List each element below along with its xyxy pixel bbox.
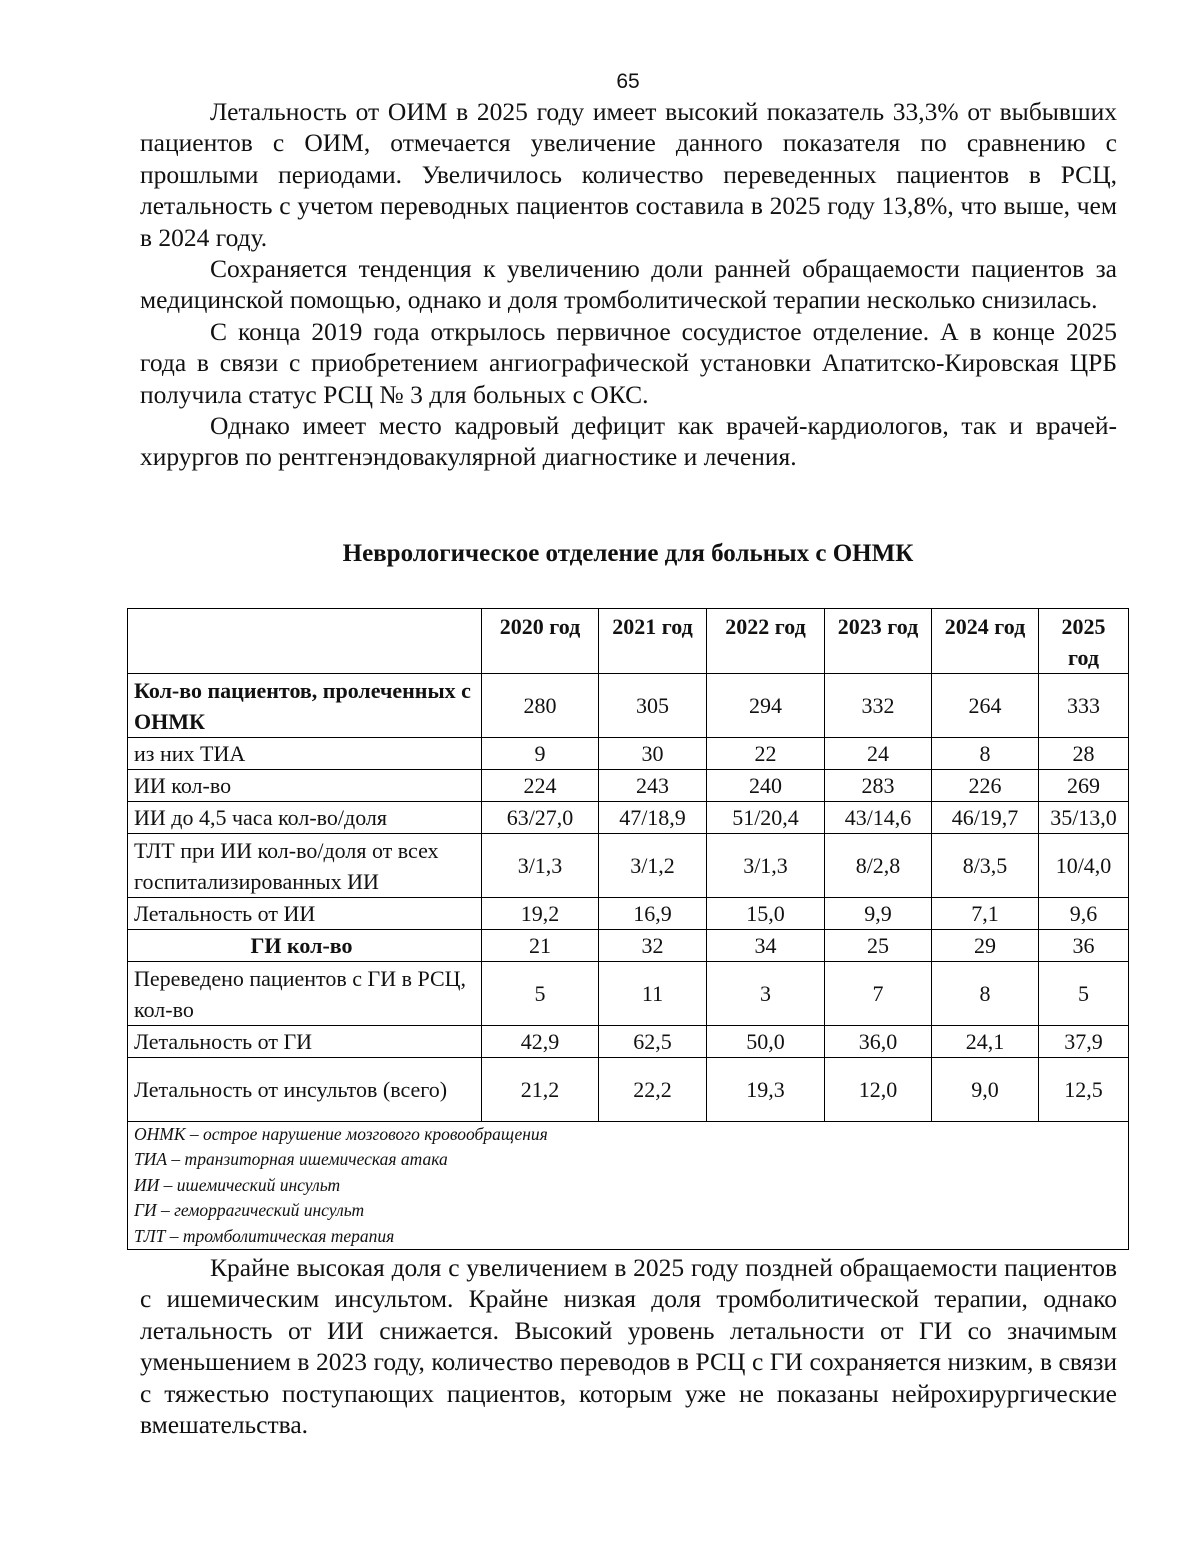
table-cell: 8/2,8 [825,834,932,898]
abbreviation-note: ИИ – ишемический инсульт [134,1174,341,1195]
table-cell: 3/1,3 [482,834,599,898]
table-row [128,770,1129,802]
table-cell: 29 [932,930,1039,962]
table-cell: 11 [599,962,707,1026]
table-cell: 5 [482,962,599,1026]
table-cell: 46/19,7 [932,802,1039,834]
table-cell: 24,1 [932,1026,1039,1058]
table-cell: 32 [599,930,707,962]
notes-row [128,1122,1129,1250]
table-cell: 333 [1039,674,1129,738]
row-label: ГИ кол-во [128,930,482,962]
table-cell: 25 [825,930,932,962]
table-cell: 7,1 [932,898,1039,930]
table-cell: 21,2 [482,1058,599,1122]
abbreviation-note: ОНМК – острое нарушение мозгового кровообращения [134,1124,548,1144]
table-cell: 47/18,9 [599,802,707,834]
table-cell: 305 [599,674,707,738]
table-cell: 36,0 [825,1026,932,1058]
table-cell: 9,9 [825,898,932,930]
table-cell: 5 [1039,962,1129,1026]
table-cell: 51/20,4 [707,802,825,834]
header-cell: 2025 год [1039,609,1129,674]
paragraph: Однако имеет место кадровый дефицит как врачей-кардиологов, так и врачей-хирургов по рентгенэндовакулярной диагностике и лечения. [140,411,1117,472]
intro-text [140,96,1117,473]
table-cell: 8 [932,962,1039,1026]
header-cell: 2023 год [825,609,932,674]
table-cell: 12,0 [825,1058,932,1122]
abbreviation-note: ГИ – геморрагический инсульт [134,1200,365,1221]
table-cell: 30 [599,738,707,770]
table-cell: 8/3,5 [932,834,1039,898]
table-cell: 9,6 [1039,898,1129,930]
outro-text [140,1252,1117,1440]
table-cell: 16,9 [599,898,707,930]
header-row [128,609,1129,674]
table-cell: 37,9 [1039,1026,1129,1058]
table-cell: 240 [707,770,825,802]
row-label: Кол-во пациентов, пролеченных с ОНМК [128,674,482,738]
header-cell: 2021 год [599,609,707,674]
table-cell: 226 [932,770,1039,802]
paragraph: Сохраняется тенденция к увеличению доли ранней обращаемости пациентов за медицинской помощью, однако и доля тромболитической терапии несколько снизилась. [140,254,1117,315]
row-label: ИИ кол-во [128,770,482,802]
section-title: Неврологическое отделение для больных с ОНМК [342,540,914,567]
table-cell: 35/13,0 [1039,802,1129,834]
stroke-statistics-table [127,608,1129,1250]
table-cell: 8 [932,738,1039,770]
table-row [128,802,1129,834]
header-cell: 2022 год [707,609,825,674]
paragraph: С конца 2019 года открылось первичное сосудистое отделение. А в конце 2025 года в связи с приобретением ангиографической установки Апатитско-Кировская ЦРБ получила статус РСЦ № 3 для больных с ОКС. [140,316,1117,409]
table-cell: 50,0 [707,1026,825,1058]
table-cell: 63/27,0 [482,802,599,834]
table-cell: 22,2 [599,1058,707,1122]
table-cell: 332 [825,674,932,738]
table-cell: 264 [932,674,1039,738]
abbreviation-note: ТИА – транзиторная ишемическая атака [134,1149,448,1170]
table-cell: 280 [482,674,599,738]
header-cell: 2024 год [932,609,1039,674]
row-label: из них ТИА [128,738,482,770]
header-cell [128,609,482,674]
table-cell: 36 [1039,930,1129,962]
page-number: 65 [616,70,640,93]
table-cell: 19,2 [482,898,599,930]
table-cell: 9 [482,738,599,770]
table-cell: 24 [825,738,932,770]
table-cell: 3/1,3 [707,834,825,898]
abbreviation-note: ТЛТ – тромболитическая терапия [134,1225,395,1246]
paragraph: Крайне высокая доля с увеличением в 2025 году поздней обращаемости пациентов с ишемическим инсультом. Крайне низкая доля тромболитической терапии, однако летальность от ИИ снижается. Высокий уровень летальности от ГИ со значимым уменьшением в 2023 году, количество переводов в РСЦ с ГИ сохраняется низким, в связи с тяжестью поступающих пациентов, которым уже не показаны нейрохирургические вмешательства. [140,1253,1117,1440]
table-cell: 283 [825,770,932,802]
table-cell: 15,0 [707,898,825,930]
table-cell: 10/4,0 [1039,834,1129,898]
table-cell: 3/1,2 [599,834,707,898]
table-cell: 43/14,6 [825,802,932,834]
table-cell: 34 [707,930,825,962]
row-label: ТЛТ при ИИ кол-во/доля от всех госпитализированных ИИ [128,834,482,898]
table-notes [128,1122,1129,1250]
table-row [128,738,1129,770]
table-cell: 42,9 [482,1026,599,1058]
table-cell: 28 [1039,738,1129,770]
table-cell: 224 [482,770,599,802]
table-row [128,898,1129,930]
table-row [128,834,1129,898]
table-row [128,1058,1129,1122]
row-label: Летальность от инсультов (всего) [128,1058,482,1122]
paragraph: Летальность от ОИМ в 2025 году имеет высокий показатель 33,3% от выбывших пациентов с ОИМ, отмечается увеличение данного показателя по сравнению с прошлыми периодами. Увеличилось количество переведенных пациентов в РСЦ, летальность с учетом переводных пациентов составила в 2025 году 13,8%, что выше, чем в 2024 году. [140,97,1117,252]
table-row [128,674,1129,738]
header-cell: 2020 год [482,609,599,674]
table-cell: 22 [707,738,825,770]
table-cell: 21 [482,930,599,962]
table-cell: 243 [599,770,707,802]
table-cell: 62,5 [599,1026,707,1058]
table-cell: 19,3 [707,1058,825,1122]
table-row [128,930,1129,962]
table-row [128,1026,1129,1058]
table-row [128,962,1129,1026]
row-label: Летальность от ГИ [128,1026,482,1058]
row-label: Переведено пациентов с ГИ в РСЦ, кол-во [128,962,482,1026]
table-cell: 3 [707,962,825,1026]
table-cell: 294 [707,674,825,738]
table-cell: 269 [1039,770,1129,802]
table-cell: 7 [825,962,932,1026]
row-label: Летальность от ИИ [128,898,482,930]
table-cell: 12,5 [1039,1058,1129,1122]
row-label: ИИ до 4,5 часа кол-во/доля [128,802,482,834]
table-cell: 9,0 [932,1058,1039,1122]
